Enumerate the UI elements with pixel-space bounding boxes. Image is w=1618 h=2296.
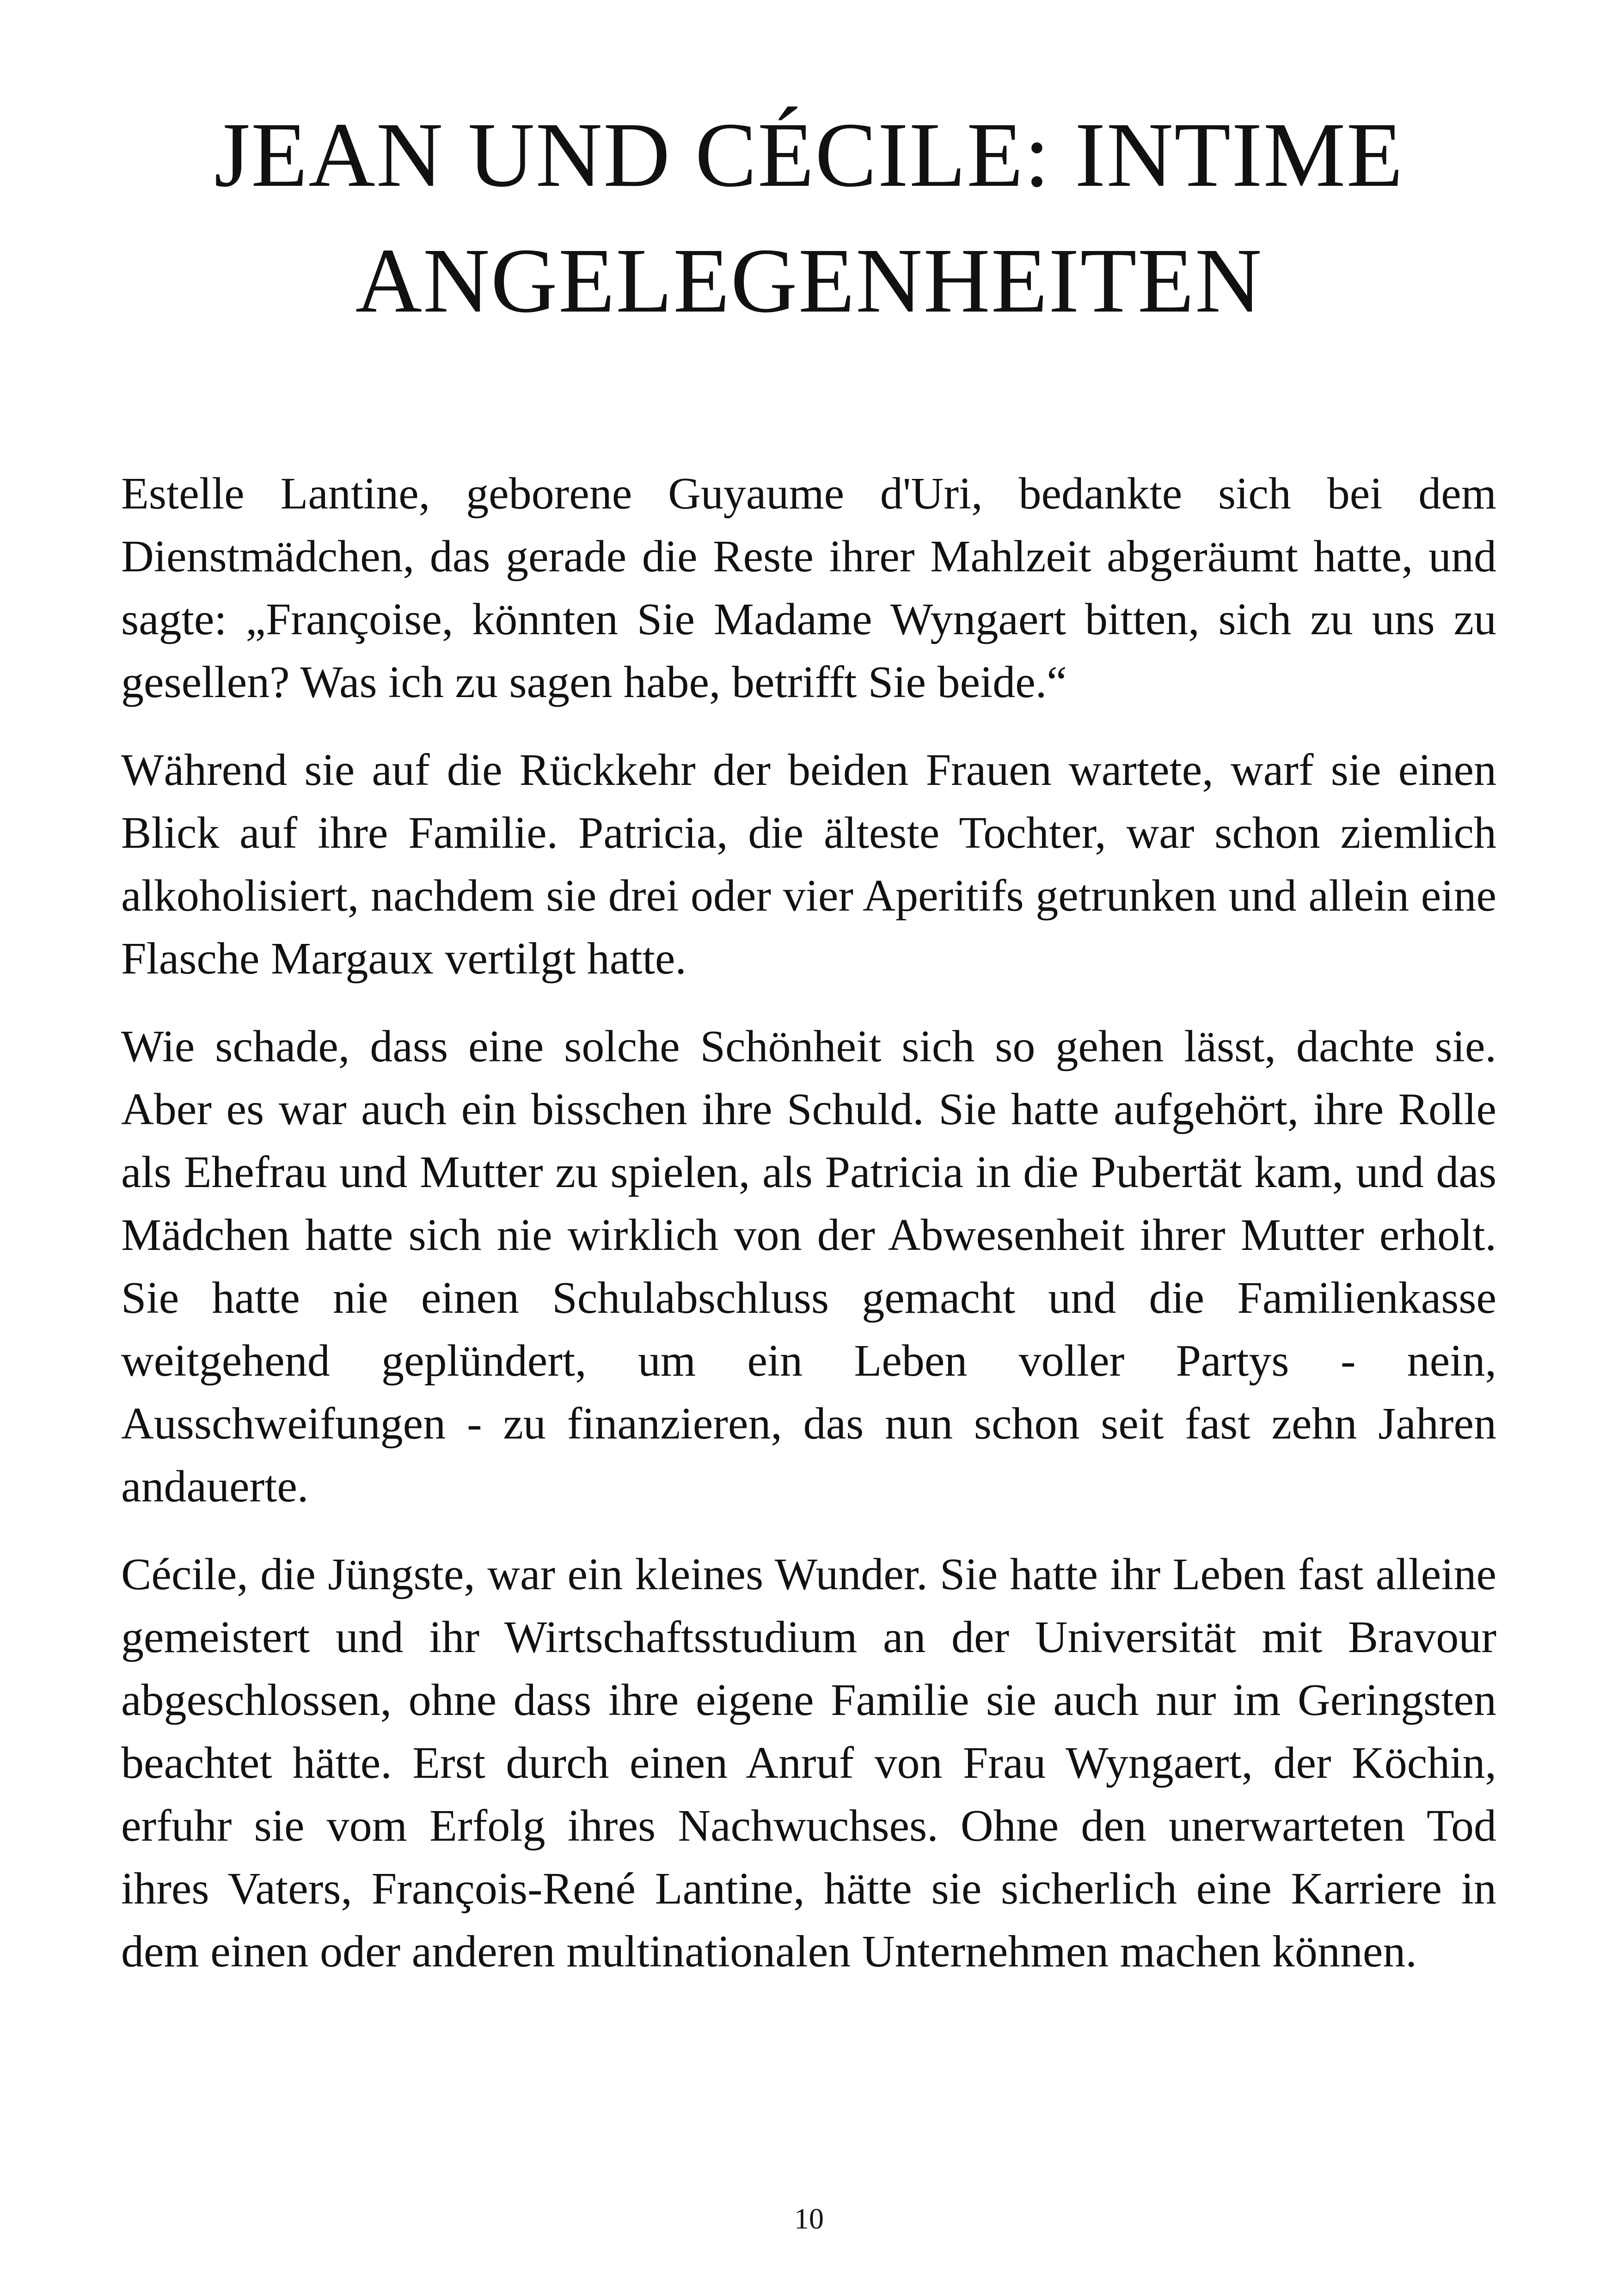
body-text [121, 462, 1496, 2008]
paragraph: Estelle Lantine, geborene Guyaume d'Uri, bedankte sich bei dem Dienstmädchen, das gerade die Reste ihrer Mahlzeit abgeräumt hatte, und sagte: „Françoise, könnten Sie Madame Wyngaert bitten, sich zu uns zu gesellen? Was ich zu sagen habe, betrifft Sie beide.“ [121, 469, 1496, 707]
paragraph: Wie schade, dass eine solche Schönheit sich so gehen lässt, dachte sie. Aber es war auch ein bisschen ihre Schuld. Sie hatte aufgehört, ihre Rolle als Ehefrau und Mutter zu spielen, als Patricia in die Pubertät kam, und das Mädchen hatte sich nie wirklich von der Abwesenheit ihrer Mutter erholt. Sie hatte nie einen Schulabschluss gemacht und die Familienkasse weitgehend geplündert, um ein Leben voller Partys - nein, Ausschweifungen - zu finanzieren, das nun schon seit fast zehn Jahren andauerte. [121, 1022, 1496, 1512]
page-number: 10 [794, 2202, 824, 2235]
chapter-title: JEAN UND CÉCILE: INTIME ANGELEGENHEITEN [214, 104, 1404, 332]
paragraph: Während sie auf die Rückkehr der beiden Frauen wartete, warf sie einen Blick auf ihre Familie. Patricia, die älteste Tochter, war schon ziemlich alkoholisiert, nachdem sie drei oder vier Aperitifs getrunken und allein eine Flasche Margaux vertilgt hatte. [121, 745, 1496, 984]
paragraph: Cécile, die Jüngste, war ein kleines Wunder. Sie hatte ihr Leben fast alleine gemeistert und ihr Wirtschaftsstudium an der Universität mit Bravour abgeschlossen, ohne dass ihre eigene Familie sie auch nur im Geringsten beachtet hätte. Erst durch einen Anruf von Frau Wyngaert, der Köchin, erfuhr sie vom Erfolg ihres Nachwuchses. Ohne den unerwarteten Tod ihres Vaters, François-René Lantine, hätte sie sicherlich eine Karriere in dem einen oder anderen multinationalen Unternehmen machen können. [121, 1549, 1496, 1977]
